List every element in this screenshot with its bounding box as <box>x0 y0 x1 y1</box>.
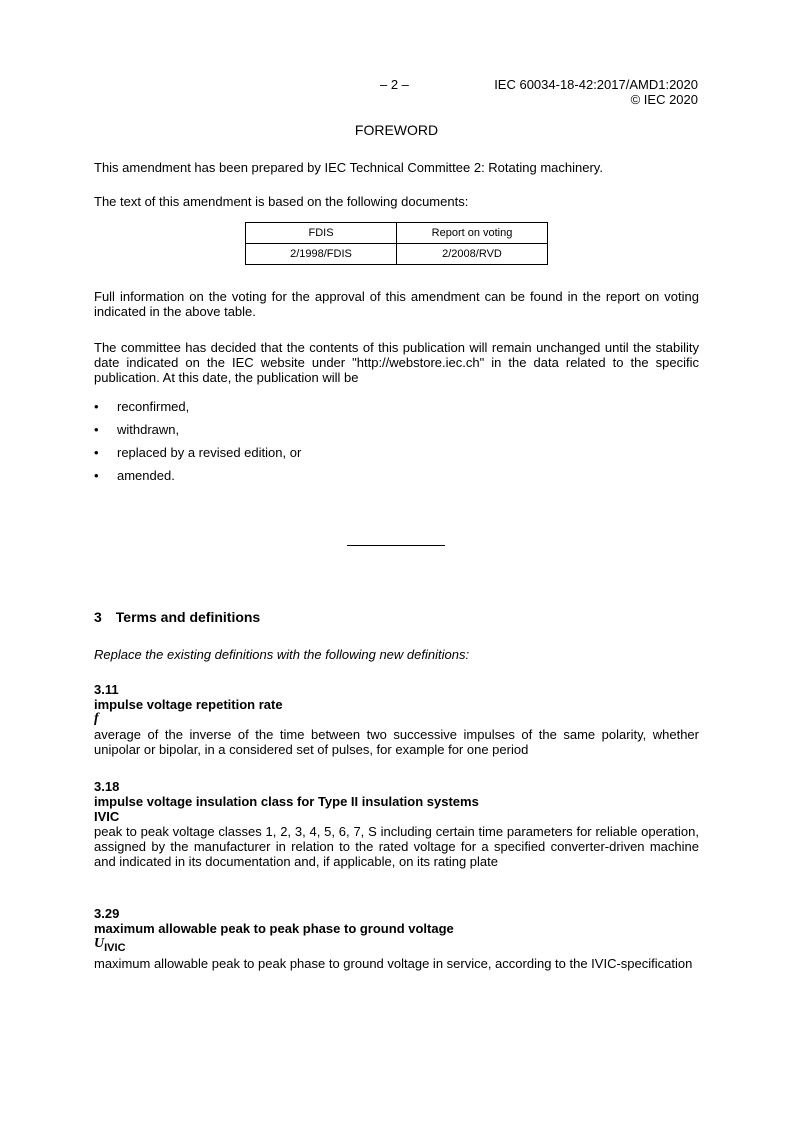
term-number: 3.29 <box>94 906 120 921</box>
foreword-title: FOREWORD <box>354 122 439 138</box>
voting-documents-table <box>245 222 548 265</box>
term-definition: peak to peak voltage classes 1, 2, 3, 4, 5, 6, 7, S including certain time parameters for reliable operation, assigned by the manufacturer in relation to the rated voltage for a specified converter-driven machine and indicated in its documentation and, if applicable, on its rating plate <box>94 824 699 869</box>
list-item-text: replaced by a revised edition, or <box>117 445 302 460</box>
term-name: impulse voltage insulation class for Type II insulation systems <box>94 794 479 809</box>
table-cell: 2/1998/FDIS <box>246 244 397 265</box>
term-name: maximum allowable peak to peak phase to ground voltage <box>94 921 454 936</box>
bullet-marker: • <box>94 468 99 483</box>
copyright-notice: © IEC 2020 <box>630 92 698 107</box>
bullet-marker: • <box>94 445 99 460</box>
foreword-paragraph-stability: The committee has decided that the contents of this publication will remain unchanged until the stability date indicated on the IEC website under "http://webstore.iec.ch" in the data related to the specific publication. At this date, the publication will be <box>94 340 699 385</box>
page-number: – 2 – <box>380 77 409 92</box>
list-item <box>94 445 699 460</box>
list-item <box>94 422 699 437</box>
list-item <box>94 399 699 414</box>
list-item-text: amended. <box>117 468 175 483</box>
foreword-paragraph-voting-info: Full information on the voting for the approval of this amendment can be found in the report on voting indicated in the above table. <box>94 289 699 319</box>
table-header-cell: FDIS <box>246 223 397 244</box>
symbol-main: U <box>94 936 105 951</box>
list-item-text: reconfirmed, <box>117 399 190 414</box>
table-header-cell: Report on voting <box>397 223 548 244</box>
term-abbreviation: IVIC <box>94 809 120 824</box>
term-name: impulse voltage repetition rate <box>94 697 283 712</box>
document-id: IEC 60034-18-42:2017/AMD1:2020 <box>494 77 698 92</box>
section-number: 3 <box>94 609 102 625</box>
list-item-text: withdrawn, <box>117 422 180 437</box>
term-definition: maximum allowable peak to peak phase to ground voltage in service, according to the IVIC-specification <box>94 956 693 971</box>
list-item <box>94 468 699 483</box>
section-heading <box>94 609 260 626</box>
separator-line <box>347 545 445 546</box>
bullet-marker: • <box>94 399 99 414</box>
foreword-paragraph-committee: This amendment has been prepared by IEC Technical Committee 2: Rotating machinery. <box>94 160 603 175</box>
term-definition: average of the inverse of the time between two successive impulses of the same polarity, whether unipolar or bipolar, in a considered set of pulses, for example for one period <box>94 727 699 757</box>
term-number: 3.18 <box>94 779 120 794</box>
term-symbol: f <box>94 711 99 726</box>
foreword-paragraph-documents: The text of this amendment is based on the following documents: <box>94 194 469 209</box>
amendment-instruction: Replace the existing definitions with the following new definitions: <box>94 647 470 662</box>
table-header-row <box>246 223 548 244</box>
term-symbol <box>94 935 126 952</box>
table-cell: 2/2008/RVD <box>397 244 548 265</box>
table-row <box>246 244 548 265</box>
symbol-subscript: IVIC <box>104 942 126 954</box>
bullet-marker: • <box>94 422 99 437</box>
term-number: 3.11 <box>94 682 119 697</box>
section-title: Terms and definitions <box>115 609 261 625</box>
